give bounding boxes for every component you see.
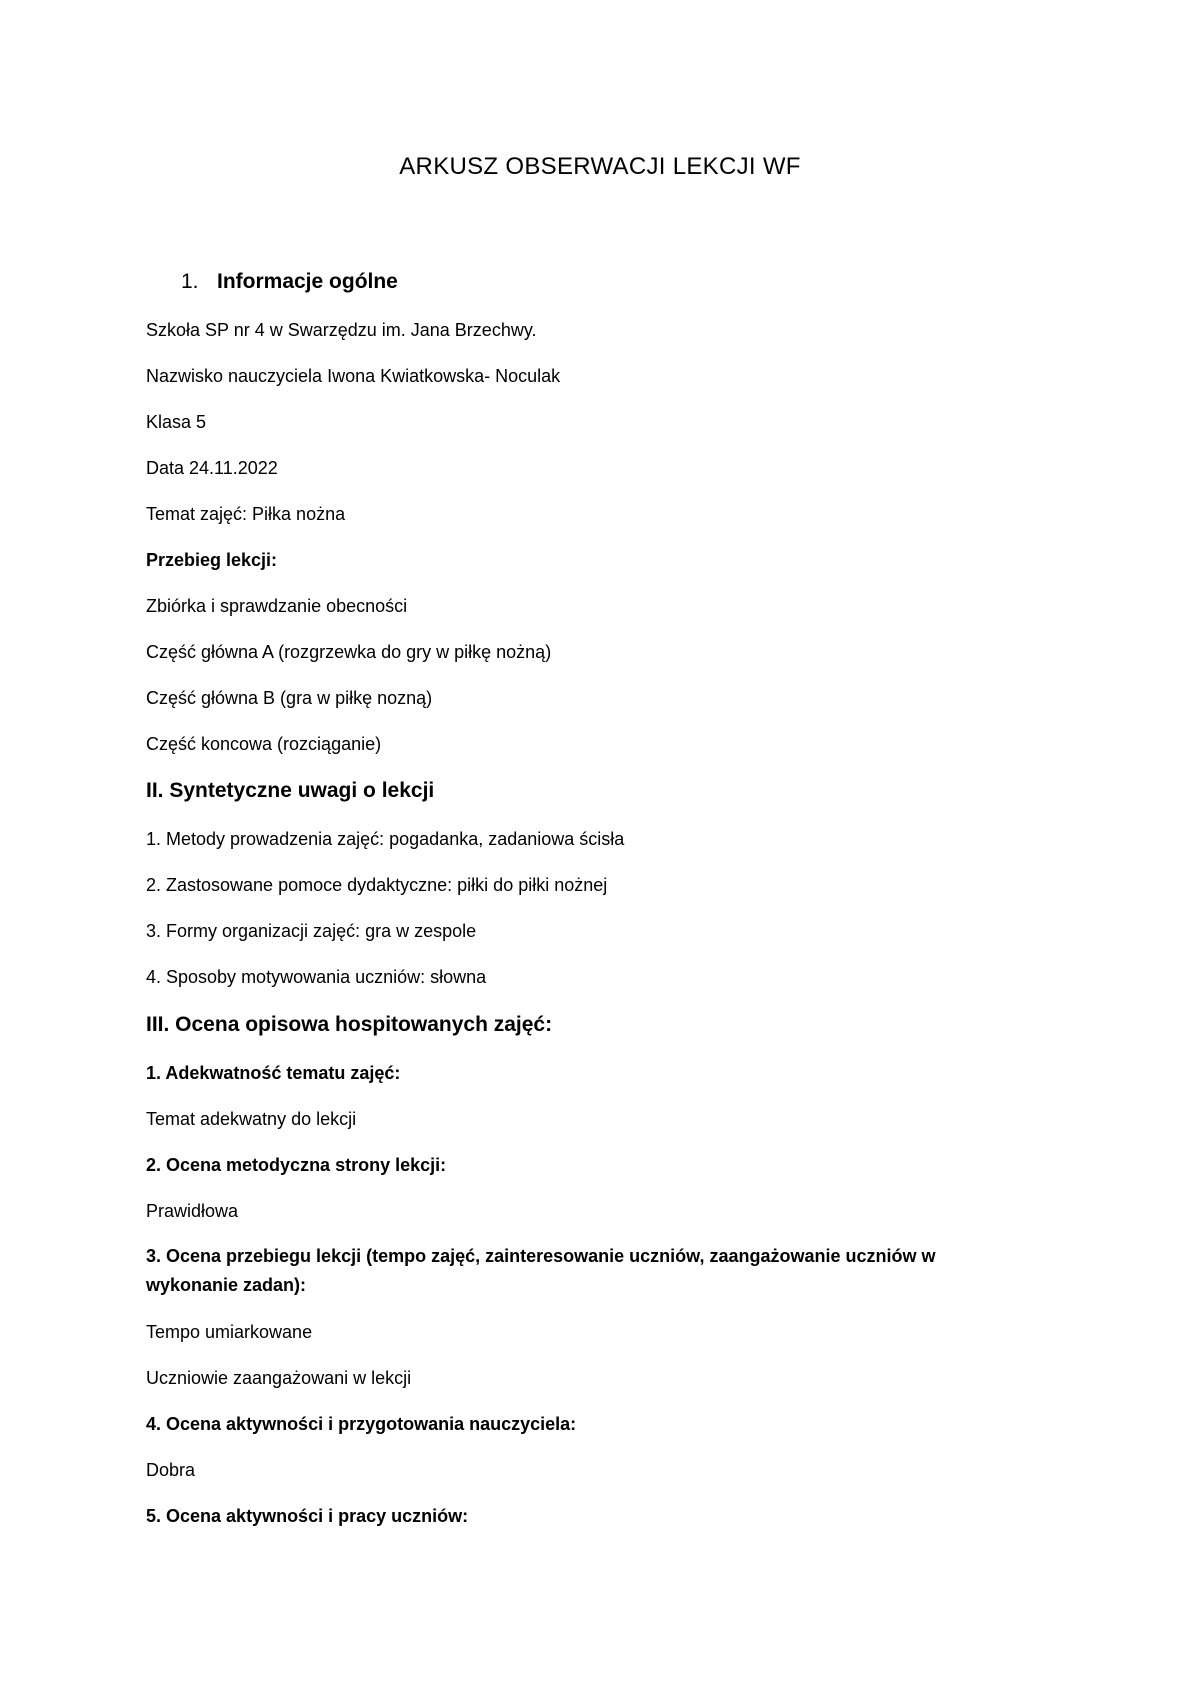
course-item: Część koncowa (rozciąganie): [146, 734, 382, 754]
school-line: Szkoła SP nr 4 w Swarzędzu im. Jana Brzechwy.: [146, 320, 537, 340]
question-3: 3. Ocena przebiegu lekcji (tempo zajęć, zainteresowanie uczniów, zaangażowanie uczniów w wykonanie zadan):: [146, 1246, 936, 1295]
question-1: 1. Adekwatność tematu zajęć:: [146, 1063, 401, 1083]
remark-item: 3. Formy organizacji zajęć: gra w zespole: [146, 921, 477, 941]
remark-item: 4. Sposoby motywowania uczniów: słowna: [146, 967, 487, 987]
topic-line: Temat zajęć: Piłka nożna: [146, 504, 346, 524]
course-item: Część główna A (rozgrzewka do gry w piłkę nożną): [146, 642, 552, 662]
class-line: Klasa 5: [146, 412, 207, 432]
course-item: Część główna B (gra w piłkę nozną): [146, 688, 433, 708]
course-heading: Przebieg lekcji:: [146, 550, 278, 570]
answer-2: Prawidłowa: [146, 1201, 239, 1221]
section-1-heading: [183, 270, 398, 294]
remark-item: 2. Zastosowane pomoce dydaktyczne: piłki do piłki nożnej: [146, 875, 608, 895]
question-2: 2. Ocena metodyczna strony lekcji:: [146, 1155, 447, 1175]
section-3-heading: III. Ocena opisowa hospitowanych zajęć:: [146, 1013, 553, 1036]
answer-1: Temat adekwatny do lekcji: [146, 1109, 357, 1129]
remark-item: 1. Metody prowadzenia zajęć: pogadanka, zadaniowa ścisła: [146, 829, 625, 849]
date-line: Data 24.11.2022: [146, 458, 278, 478]
answer-3-tempo: Tempo umiarkowane: [146, 1322, 313, 1342]
answer-3-engagement: Uczniowie zaangażowani w lekcji: [146, 1368, 412, 1388]
answer-4: Dobra: [146, 1460, 196, 1480]
teacher-line: Nazwisko nauczyciela Iwona Kwiatkowska- Noculak: [146, 366, 561, 386]
course-item: Zbiórka i sprawdzanie obecności: [146, 596, 408, 616]
section-2-heading: II. Syntetyczne uwagi o lekcji: [146, 779, 435, 802]
section-1-number: 1.: [181, 270, 199, 293]
section-1-heading-text: Informacje ogólne: [217, 270, 398, 293]
document-title: ARKUSZ OBSERWACJI LEKCJI WF: [399, 153, 801, 180]
question-5: 5. Ocena aktywności i pracy uczniów:: [146, 1506, 469, 1526]
question-4: 4. Ocena aktywności i przygotowania nauczyciela:: [146, 1414, 577, 1434]
